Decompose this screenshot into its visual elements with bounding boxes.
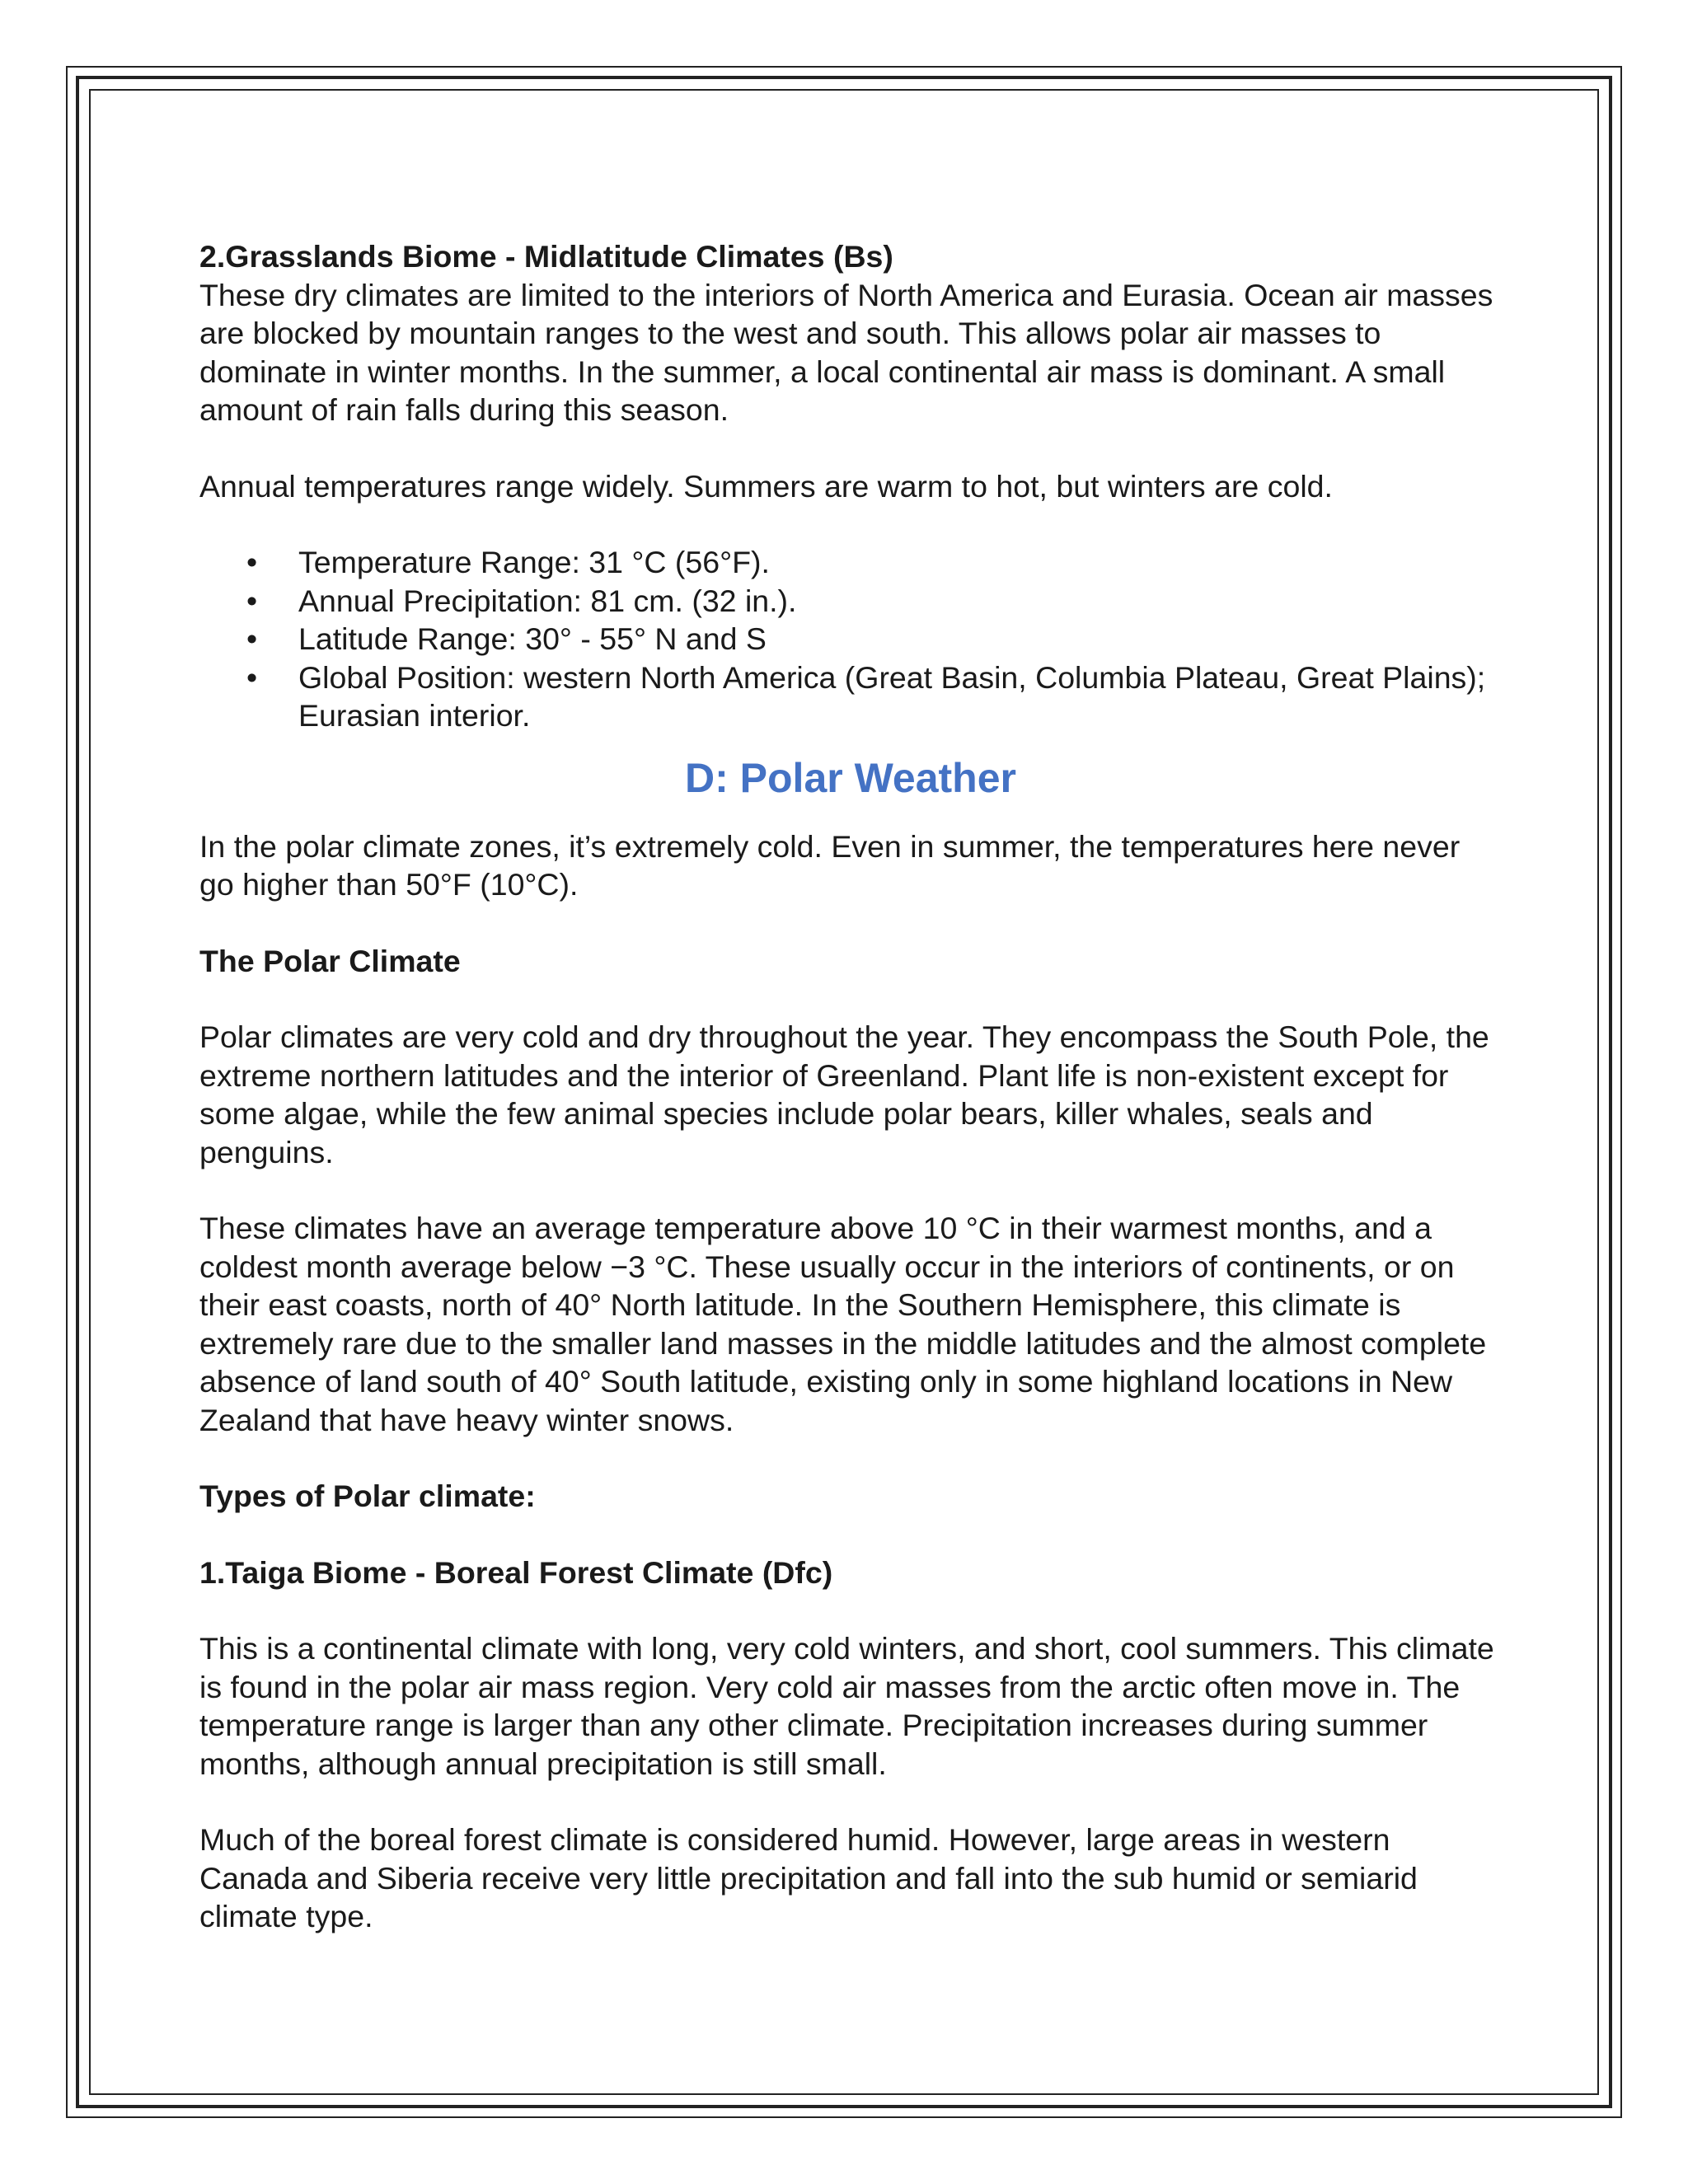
bullet-icon: • [246,621,258,656]
grasslands-heading: 2.Grasslands Biome - Midlatitude Climates (Bs) [199,239,893,274]
bullet-icon: • [246,545,258,579]
types-of-polar-climate-heading: Types of Polar climate: [199,1479,536,1513]
list-item [199,658,1502,735]
list-item [199,620,1502,658]
grasslands-paragraph-2: Annual temperatures range widely. Summers are warm to hot, but winters are cold. [199,468,1333,504]
bullet-icon: • [246,583,258,618]
taiga-heading: 1.Taiga Biome - Boreal Forest Climate (Dfc) [199,1554,833,1590]
grasslands-paragraph-1: These dry climates are limited to the interiors of North America and Eurasia. Ocean air masses are blocked by mountain ranges to the west and south. This allows polar air masses to dominate in winter months. In the summer, a local continental air mass is dominant. A small amount of rain falls during this season. [199,277,1493,427]
polar-paragraph-2: These climates have an average temperature above 10 °C in their warmest months, and a coldest month average below −3 °C. These usually occur in the interiors of continents, or on their east coasts, north of 40° North latitude. In the Southern Hemisphere, this climate is extremely rare due to the smaller land masses in the middle latitudes and the almost complete absence of land south of 40° South latitude, existing only in some highland locations in New Zealand that have heavy winter snows. [199,1211,1487,1437]
list-item [199,582,1502,621]
polar-climate-subheading: The Polar Climate [199,943,461,978]
list-item [199,543,1502,582]
polar-paragraph-1: Polar climates are very cold and dry throughout the year. They encompass the South Pole, the extreme northern latitudes and the interior of Greenland. Plant life is non-existent except for some algae, while the few animal species include polar bears, killer whales, seals and penguins. [199,1019,1489,1169]
list-item-text: Global Position: western North America (Great Basin, Columbia Plateau, Great Plains); Eurasian interior. [298,659,1486,733]
bullet-icon: • [246,659,258,695]
section-title-polar-weather: D: Polar Weather [685,754,1016,801]
taiga-paragraph-1: This is a continental climate with long, very cold winters, and short, cool summers. This climate is found in the polar air mass region. Very cold air masses from the arctic often move in. The temperature range is larger than any other climate. Precipitation increases during summer months, although annual precipitation is still small. [199,1631,1494,1781]
list-item-text: Annual Precipitation: 81 cm. (32 in.). [298,583,797,618]
list-item-text: Latitude Range: 30° - 55° N and S [298,621,767,656]
taiga-paragraph-2: Much of the boreal forest climate is considered humid. However, large areas in western Canada and Siberia receive very little precipitation and fall into the sub humid or semiarid climate type. [199,1822,1418,1933]
grasslands-facts-list [199,543,1502,735]
page-content [199,237,1502,1936]
polar-intro-paragraph: In the polar climate zones, it’s extremely cold. Even in summer, the temperatures here never go higher than 50°F (10°C). [199,828,1461,902]
list-item-text: Temperature Range: 31 °C (56°F). [298,545,770,579]
